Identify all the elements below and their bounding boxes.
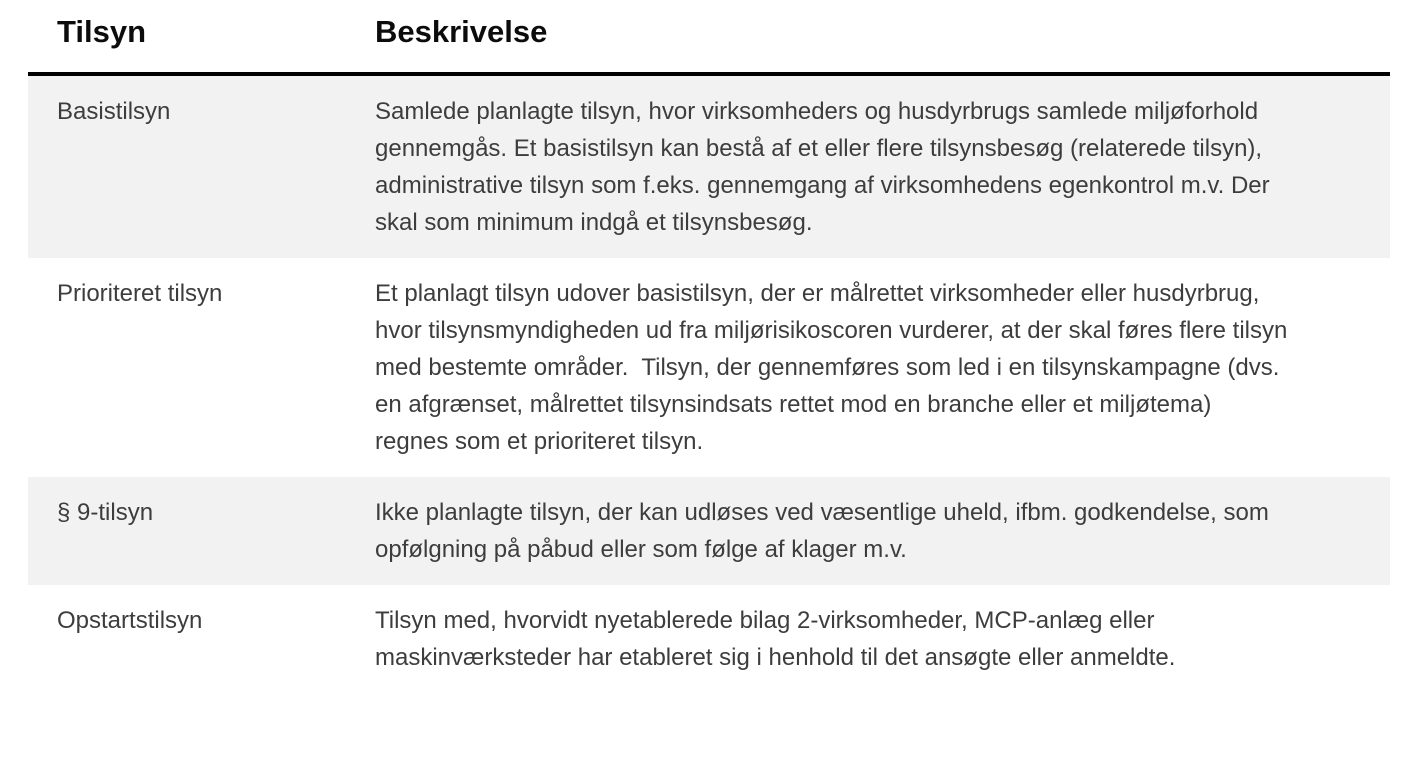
row-description: Samlede planlagte tilsyn, hvor virksomheders og husdyrbrugs samlede miljøforhold gennemgås. Et basistilsyn kan bestå af et eller flere tilsynsbesøg (relaterede tilsyn), administrative tilsyn som f.eks. gennemgang af virksomhedens egenkontrol m.v. Der skal som minimum indgå et tilsynsbesøg.: [375, 98, 1277, 236]
row-term: Opstartstilsyn: [57, 607, 203, 634]
column-header-beskrivelse: Beskrivelse: [375, 14, 548, 49]
table-header-row: [28, 14, 1390, 72]
row-term: § 9-tilsyn: [57, 499, 154, 526]
table-row: [28, 477, 1390, 585]
table-row: [28, 76, 1390, 258]
table-row: [28, 585, 1390, 693]
row-term: Prioriteret tilsyn: [57, 280, 223, 307]
table-row: [28, 258, 1390, 477]
column-header-tilsyn: Tilsyn: [57, 14, 147, 49]
table-body: [28, 76, 1390, 693]
row-term: Basistilsyn: [57, 98, 171, 125]
row-description: Tilsyn med, hvorvidt nyetablerede bilag 2-virksomheder, MCP-anlæg eller maskinværksteder har etableret sig i henhold til det ansøgte eller anmeldte.: [375, 607, 1176, 671]
row-description: Et planlagt tilsyn udover basistilsyn, der er målrettet virksomheder eller husdyrbrug, hvor tilsynsmyndigheden ud fra miljørisikoscoren vurderer, at der skal føres flere tilsyn med bestemte områder. Tilsyn, der gennemføres som led i en tilsynskampagne (dvs. en afgrænset, målrettet tilsynsindsats rettet mod en branche eller et miljøtema) regnes som et prioriteret tilsyn.: [375, 280, 1295, 455]
row-description: Ikke planlagte tilsyn, der kan udløses ved væsentlige uheld, ifbm. godkendelse, som opfølgning på påbud eller som følge af klager m.v.: [375, 499, 1276, 563]
tilsyn-table: [28, 14, 1390, 693]
